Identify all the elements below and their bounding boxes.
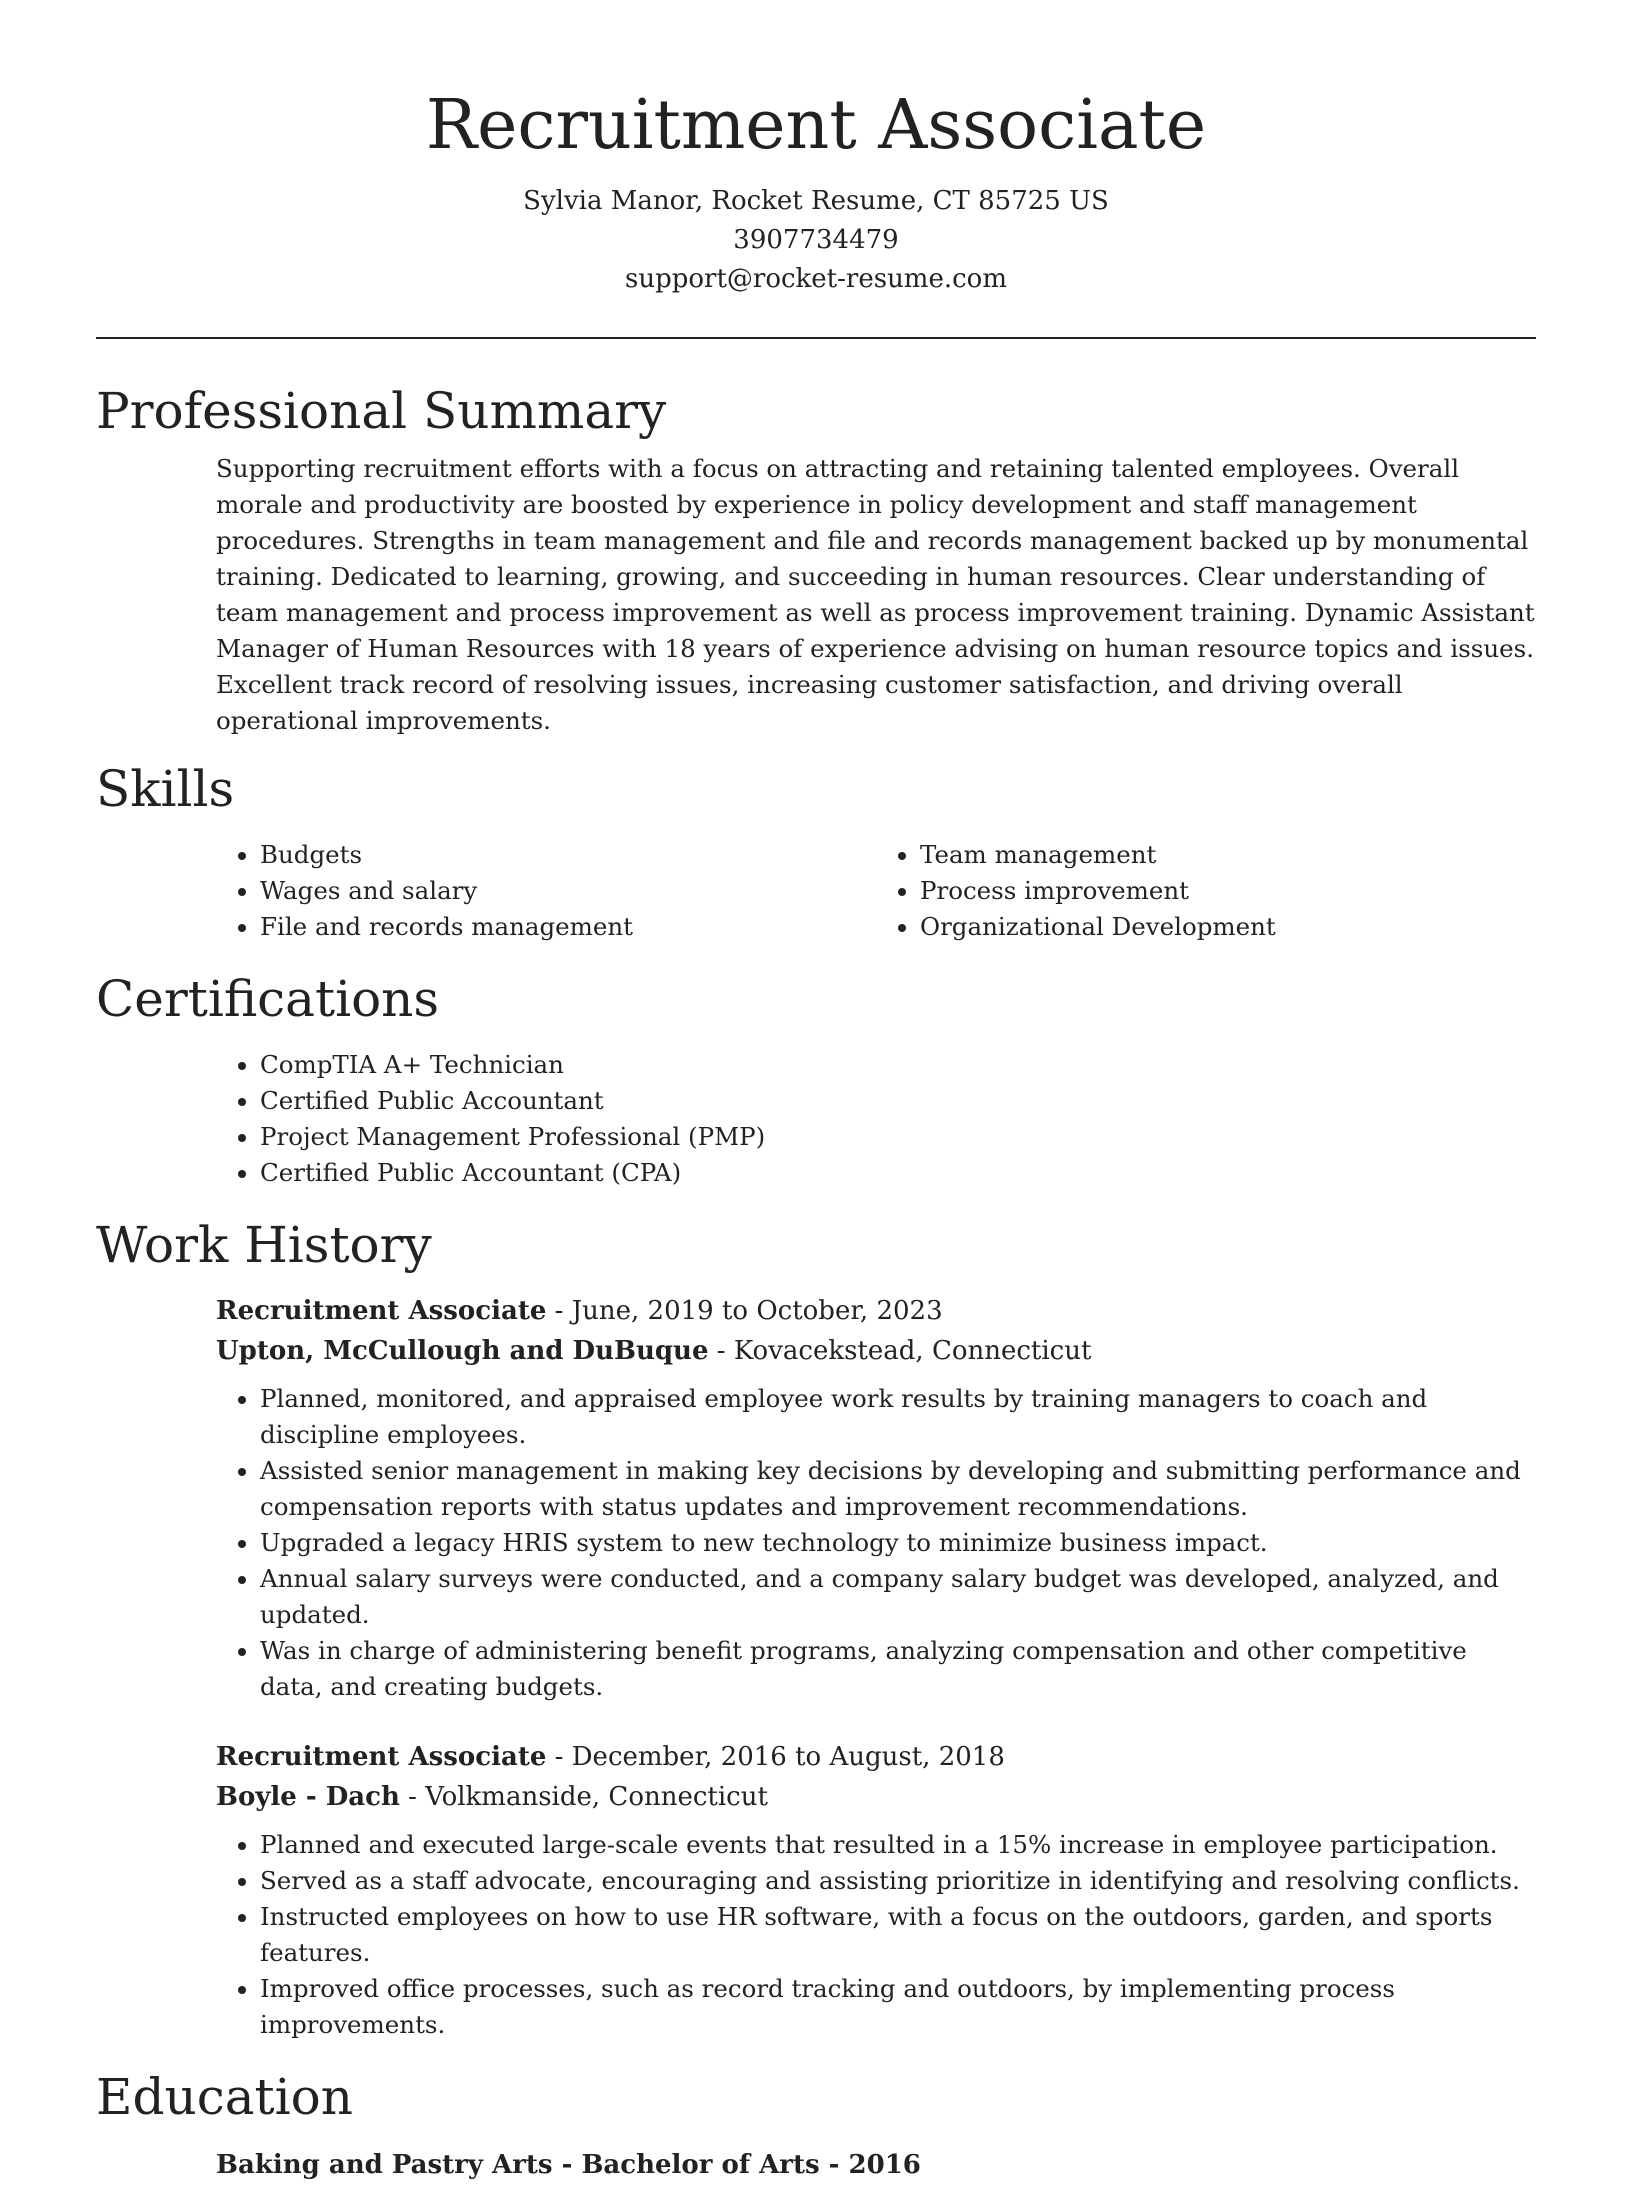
job-location: - Volkmanside, Connecticut [399,1782,768,1812]
list-item: • CompTIA A+ Technician [260,1047,1536,1083]
contact-phone: 3907734479 [733,225,899,255]
list-item: • Certified Public Accountant (CPA) [260,1155,1536,1191]
job-dates: - December, 2016 to August, 2018 [546,1742,1005,1772]
job-title-line [216,1291,1536,1331]
resume-header [96,0,1536,299]
job-role: Recruitment Associate [216,1296,547,1326]
candidate-name: Recruitment Associate [425,86,1207,165]
header-divider [96,337,1536,339]
education-entry [216,2145,1536,2185]
list-item: • Planned and executed large-scale events that resulted in a 15% increase in employee participation. [260,1827,1536,1863]
list-item: • Certified Public Accountant [260,1083,1536,1119]
education-title: Education [96,2068,353,2126]
list-item: • Upgraded a legacy HRIS system to new technology to minimize business impact. [260,1525,1536,1561]
job-entry [216,1291,1536,1705]
summary-text: Supporting recruitment efforts with a focus on attracting and retaining talented employees. Overall morale and productivity are boosted by experience in policy development and staff management procedures. Strengths in team management and file and records management backed up by monumental training. Dedicated to learning, growing, and succeeding in human resources. Clear understanding of team management and process improvement as well as process improvement training. Dynamic Assistant Manager of Human Resources with 18 years of experience advising on human resource topics and issues. Excellent track record of resolving issues, increasing customer satisfaction, and driving overall operational improvements. [216,454,1535,735]
list-item: • Annual salary surveys were conducted, and a company salary budget was developed, analyzed, and updated. [260,1561,1536,1633]
work-history-title: Work History [96,1216,432,1274]
education-degree: Baking and Pastry Arts - Bachelor of Arts - 2016 [216,2150,921,2180]
job-company: Upton, McCullough and DuBuque [216,1336,709,1366]
certifications-list [216,1047,1536,1191]
education-section [96,2065,1536,2185]
job-location: - Kovacekstead, Connecticut [708,1336,1092,1366]
list-item: • Assisted senior management in making key decisions by developing and submitting performance and compensation reports with status updates and improvement recommendations. [260,1453,1536,1525]
contact-block [96,182,1536,299]
job-company: Boyle - Dach [216,1782,400,1812]
job-role: Recruitment Associate [216,1742,547,1772]
job-bullets [216,1827,1536,2043]
skills-title: Skills [96,760,235,818]
certifications-title: Certifications [96,970,440,1028]
list-item: • Process improvement [920,873,1536,909]
list-item: • Team management [920,837,1536,873]
list-item: • Instructed employees on how to use HR software, with a focus on the outdoors, garden, and sports features. [260,1899,1536,1971]
list-item: • Wages and salary [260,873,876,909]
work-history-section [96,1213,1536,2043]
skills-list-left [216,837,876,945]
list-item: • Organizational Development [920,909,1536,945]
list-item: • Planned, monitored, and appraised employee work results by training managers to coach and discipline employees. [260,1381,1536,1453]
list-item: • Improved office processes, such as record tracking and outdoors, by implementing process improvements. [260,1971,1536,2043]
certifications-block [216,1047,1536,1191]
list-item: • Served as a staff advocate, encouraging and assisting prioritize in identifying and resolving conflicts. [260,1863,1536,1899]
job-entry [216,1737,1536,2043]
job-bullets [216,1381,1536,1705]
skills-list-right [876,837,1536,945]
skills-grid [216,837,1536,945]
list-item: • Was in charge of administering benefit programs, analyzing compensation and other competitive data, and creating budgets. [260,1633,1536,1705]
list-item: • File and records management [260,909,876,945]
summary-title: Professional Summary [96,382,667,440]
job-company-line [216,1777,1536,1817]
job-dates: - June, 2019 to October, 2023 [546,1296,943,1326]
contact-email: support@rocket-resume.com [624,264,1007,294]
list-item: • Project Management Professional (PMP) [260,1119,1536,1155]
list-item: • Budgets [260,837,876,873]
skills-section [96,757,1536,945]
summary-section [96,379,1536,739]
contact-address: Sylvia Manor, Rocket Resume, CT 85725 US [523,186,1109,216]
job-company-line [216,1331,1536,1371]
job-title-line [216,1737,1536,1777]
certifications-section [96,967,1536,1191]
